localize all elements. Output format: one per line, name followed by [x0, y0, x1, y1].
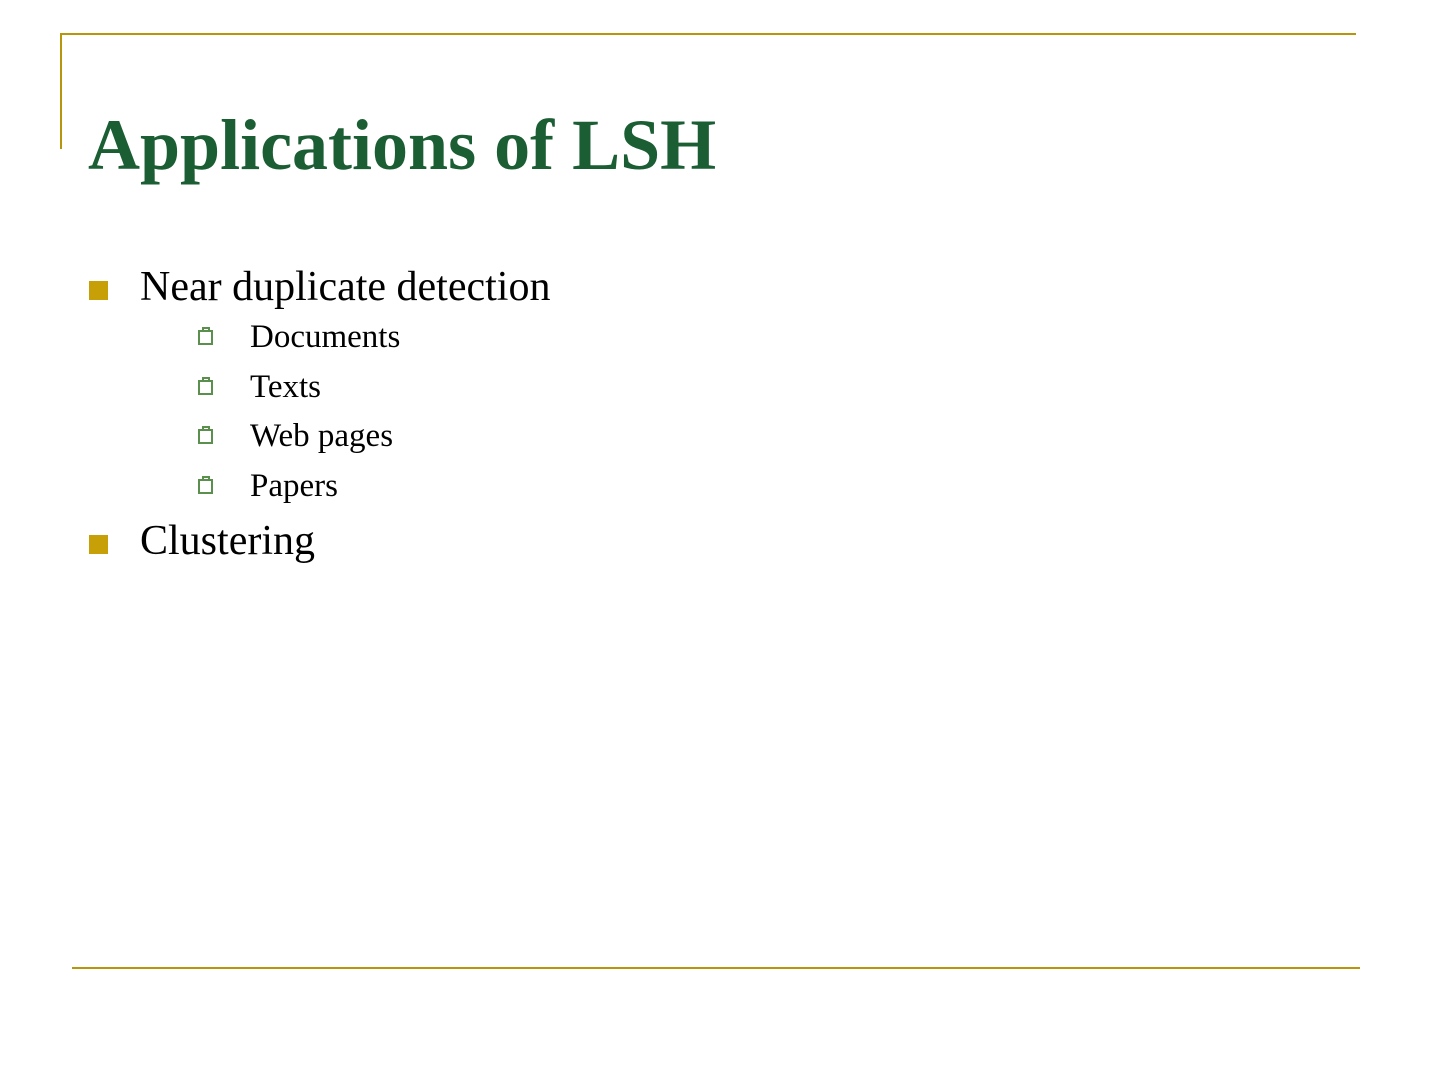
list-item-label: Texts: [250, 368, 322, 405]
list-item: [140, 466, 1366, 508]
list-item-label: Documents: [250, 319, 401, 356]
left-rule: [60, 33, 62, 149]
list-item-label: Clustering: [140, 517, 315, 564]
list-item: [86, 262, 1366, 508]
square-bullet-icon: [89, 281, 108, 300]
top-rule: [60, 33, 1356, 35]
box-bullet-icon: [198, 429, 213, 444]
slide-title: Applications of LSH: [88, 105, 717, 186]
bullet-list-level-1: [86, 262, 1366, 567]
box-bullet-icon: [198, 330, 213, 345]
list-item: [140, 317, 1366, 359]
list-item: [140, 367, 1366, 409]
box-bullet-icon: [198, 479, 213, 494]
slide-body: [86, 262, 1366, 573]
list-item: [140, 416, 1366, 458]
list-item-label: Papers: [250, 467, 338, 504]
bullet-list-level-2: [140, 317, 1366, 507]
square-bullet-icon: [89, 535, 108, 554]
box-bullet-icon: [198, 380, 213, 395]
bottom-rule: [72, 967, 1360, 969]
list-item-label: Near duplicate detection: [140, 264, 551, 310]
list-item-label: Web pages: [250, 418, 394, 455]
list-item: [86, 516, 1366, 567]
